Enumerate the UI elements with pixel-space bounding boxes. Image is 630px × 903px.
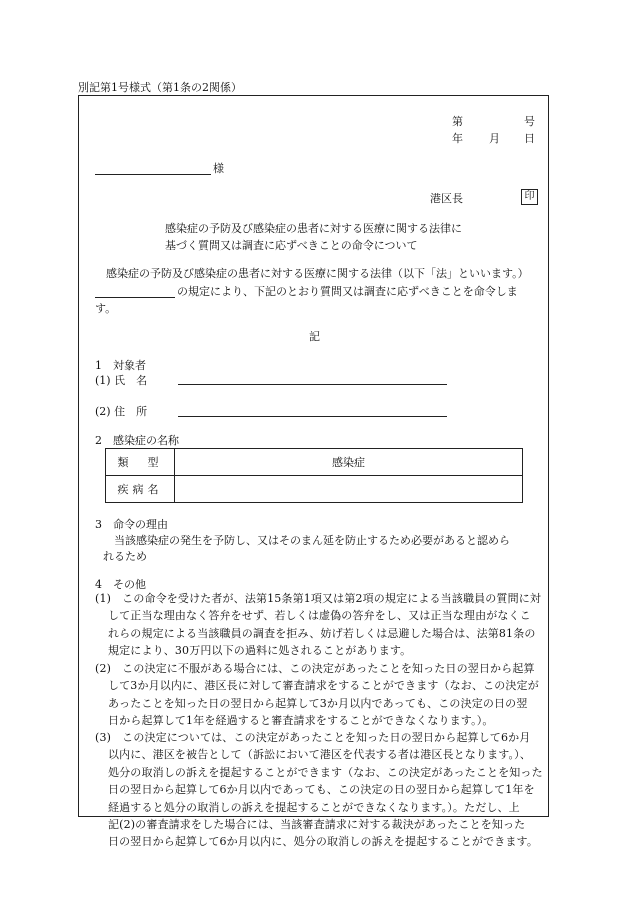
section4-item-2 xyxy=(95,660,539,730)
date-month: 月 xyxy=(489,132,500,145)
item1-line: (1) この命令を受けた者が、法第15条第1項又は第2項の規定による当該職員の質問に対 xyxy=(95,592,542,605)
body-line-1: 感染症の予防及び感染症の患者に対する医療に関する法律（以下「法」といいます。） xyxy=(106,267,529,280)
section4-heading: 4 その他 xyxy=(95,578,146,591)
addressee-line xyxy=(95,174,211,175)
addressee-honorific: 様 xyxy=(213,162,224,175)
item1-line: して正当な理由なく答弁をせず、若しくは虚偽の答弁をし、又は正当な理由がなくこ xyxy=(108,609,531,623)
issuer-title: 港区長 xyxy=(430,192,463,205)
section3-line-1: 当該感染症の発生を予防し、又はそのまん延を防止するため必要があると認めら xyxy=(114,534,510,547)
section1-heading: 1 対象者 xyxy=(95,359,146,372)
name-label: (1) 氏 名 xyxy=(95,374,148,387)
section3-line-2: れるため xyxy=(103,550,147,563)
section2-heading: 2 感染症の名称 xyxy=(95,434,179,447)
item2-line: (2) この決定に不服がある場合には、この決定があったことを知った日の翌日から起算 xyxy=(95,662,535,675)
form-label: 別記第1号様式（第1条の2関係） xyxy=(78,81,242,94)
disease-table xyxy=(105,448,523,503)
item3-line: 処分の取消しの訴えを提起することができます（なお、この決定があったことを知った xyxy=(108,765,543,779)
body-line-3: す。 xyxy=(95,302,117,315)
item3-line: 記(2)の審査請求をした場合には、当該審査請求に対する裁決があったことを知った xyxy=(108,818,526,832)
item3-line: 日の翌日から起算して6か月以内に、処分の取消しの訴えを提起することができます。 xyxy=(108,835,538,849)
item1-line: れらの規定による当該職員の調査を拒み、妨げ若しくは忌避した場合は、法第81条の xyxy=(108,626,536,640)
item2-line: 日から起算して1年を経過すると審査請求をすることができなくなります。）。 xyxy=(108,714,494,728)
item1-line: 規定により、30万円以下の過料に処されることがあります。 xyxy=(108,644,412,658)
table-row xyxy=(106,476,523,503)
address-line xyxy=(178,416,447,417)
type-value: 感染症 xyxy=(175,449,523,476)
subject-line-1: 感染症の予防及び感染症の患者に対する医療に関する法律に xyxy=(165,222,462,235)
name-line xyxy=(178,384,447,385)
item3-line: 以内に、港区を被告として（訴訟において港区を代表する者は港区長となります。）、 xyxy=(108,748,531,762)
item3-line: 日の翌日から起算して6か月以内であっても、この決定の日の翌日から起算して1年を xyxy=(108,783,535,797)
disease-name-value xyxy=(175,476,523,503)
date-day: 日 xyxy=(524,132,535,145)
disease-name-label: 疾病名 xyxy=(106,476,175,503)
item3-line: 経過すると処分の取消しの訴えを提起することができなくなります。）。ただし、上 xyxy=(108,800,520,814)
table-row xyxy=(106,449,523,476)
section3-heading: 3 命令の理由 xyxy=(95,518,168,531)
number-prefix: 第 xyxy=(452,115,463,128)
section4-item-3 xyxy=(95,729,543,851)
date-year: 年 xyxy=(452,132,463,145)
address-label: (2) 住 所 xyxy=(95,405,148,418)
seal-stamp: 印 xyxy=(521,189,538,205)
item2-line: あったことを知った日の翌日から起算して3か月以内であっても、この決定の日の翌 xyxy=(108,696,528,710)
section4-item-1 xyxy=(95,590,541,660)
subject-line-2: 基づく質問又は調査に応ずべきことの命令について xyxy=(165,239,418,252)
body-blank-line xyxy=(95,297,175,298)
ki-heading: 記 xyxy=(309,330,320,343)
type-label: 類 型 xyxy=(106,449,175,476)
body-line-2: の規定により、下記のとおり質問又は調査に応ずべきことを命令しま xyxy=(177,285,518,298)
item3-line: (3) この決定については、この決定があったことを知った日の翌日から起算して6か月 xyxy=(95,731,531,744)
number-suffix: 号 xyxy=(524,115,535,128)
item2-line: して3か月以内に、港区長に対して審査請求をすることができます（なお、この決定が xyxy=(108,679,539,693)
